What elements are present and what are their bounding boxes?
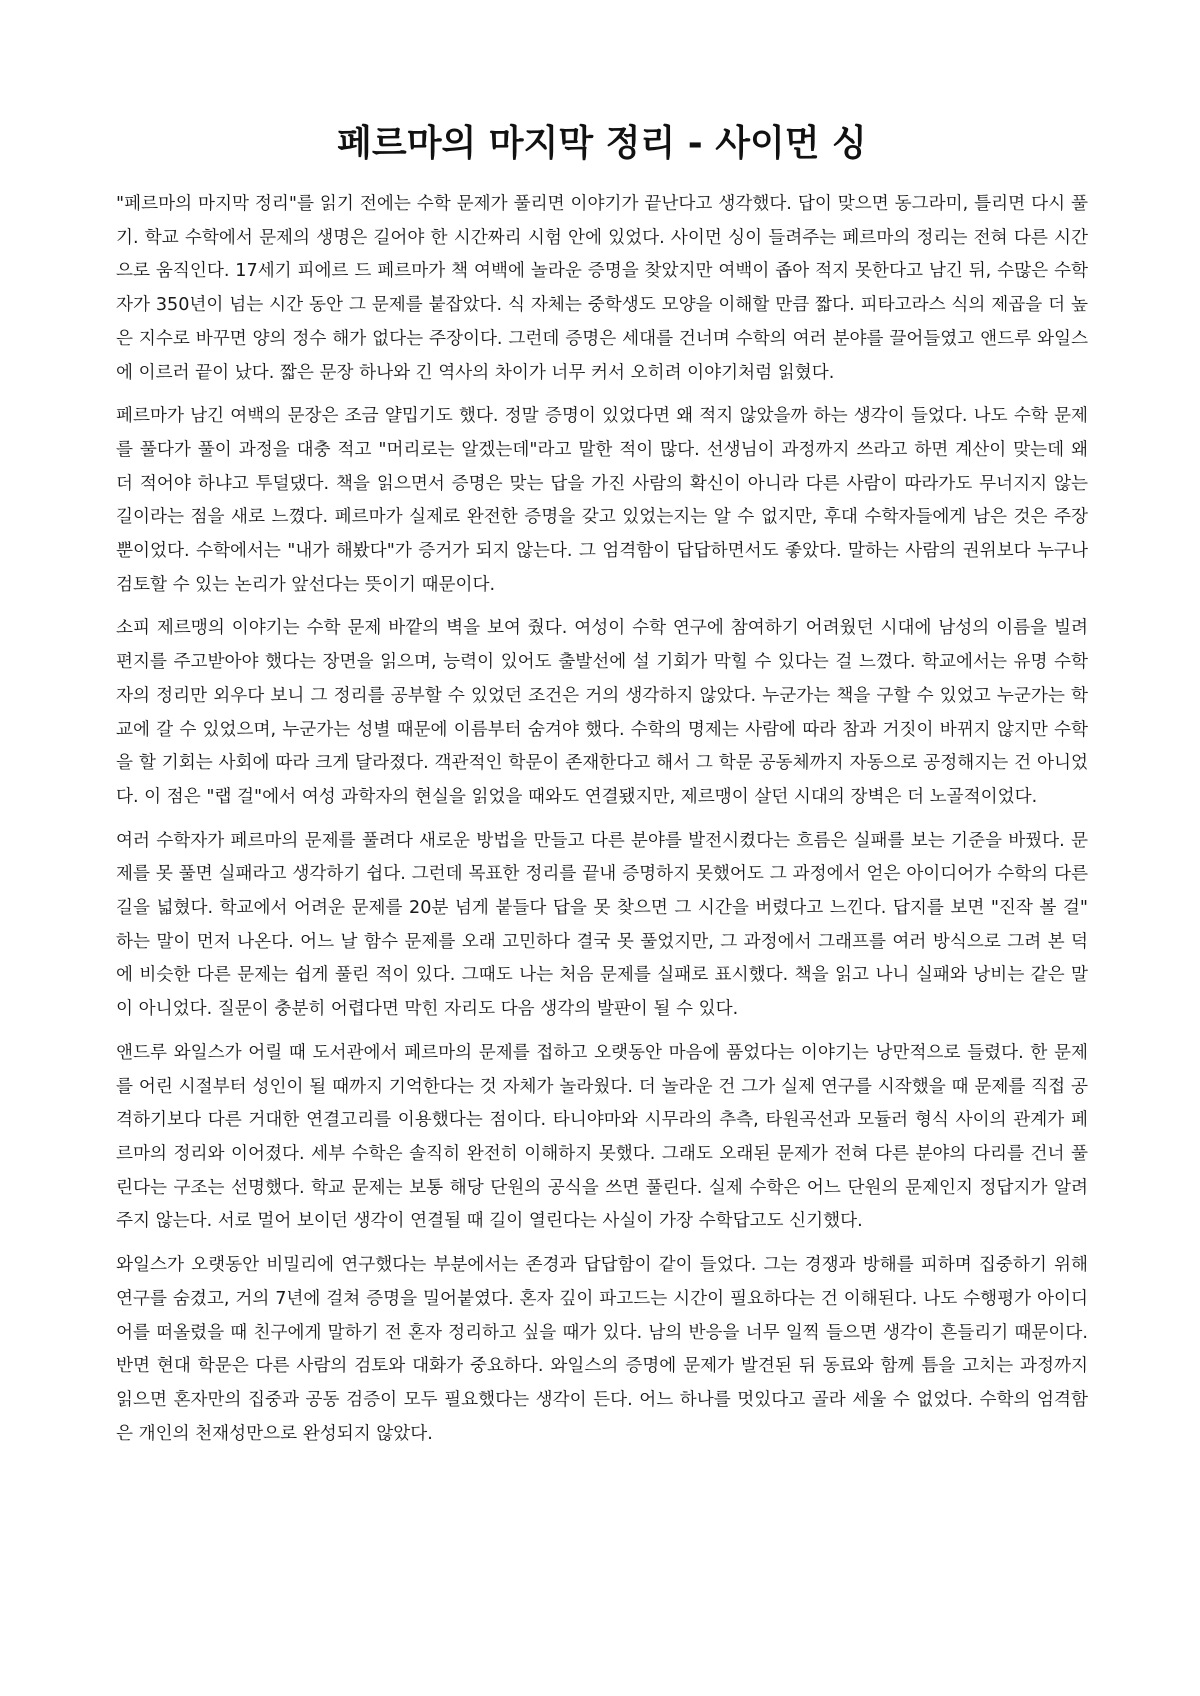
paragraph-2: 페르마가 남긴 여백의 문장은 조금 얄밉기도 했다. 정말 증명이 있었다면 왜 적지 않았을까 하는 생각이 들었다. 나도 수학 문제를 풀다가 풀이 과정을 대충 적고 "머리로는 알겠는데"라고 말한 적이 많다. 선생님이 과정까지 쓰라고 하면 계산이 맞는데 왜 더 적어야 하냐고 투덜댔다. 책을 읽으면서 증명은 맞는 답을 가진 사람의 확신이 아니라 다른 사람이 따라가도 무너지지 않는 길이라는 점을 새로 느꼈다. 페르마가 실제로 완전한 증명을 갖고 있었는지는 알 수 없지만, 후대 수학자들에게 남은 것은 주장뿐이었다. 수학에서는 "내가 해봤다"가 증거가 되지 않는다. 그 엄격함이 답답하면서도 좋았다. 말하는 사람의 권위보다 누구나 검토할 수 있는 논리가 앞선다는 뜻이기 때문이다.: [116, 406, 1088, 595]
paragraph-6: 와일스가 오랫동안 비밀리에 연구했다는 부분에서는 존경과 답답함이 같이 들었다. 그는 경쟁과 방해를 피하며 집중하기 위해 연구를 숨겼고, 거의 7년에 걸쳐 증명을 밀어붙였다. 혼자 깊이 파고드는 시간이 필요하다는 건 이해된다. 나도 수행평가 아이디어를 떠올렸을 때 친구에게 말하기 전 혼자 정리하고 싶을 때가 있다. 남의 반응을 너무 일찍 들으면 생각이 흔들리기 때문이다. 반면 현대 학문은 다른 사람의 검토와 대화가 중요하다. 와일스의 증명에 문제가 발견된 뒤 동료와 함께 틈을 고치는 과정까지 읽으면 혼자만의 집중과 공동 검증이 모두 필요했다는 생각이 든다. 어느 하나를 멋있다고 골라 세울 수 없었다. 수학의 엄격함은 개인의 천재성만으로 완성되지 않았다.: [116, 1255, 1088, 1444]
paragraph-5: 앤드루 와일스가 어릴 때 도서관에서 페르마의 문제를 접하고 오랫동안 마음에 품었다는 이야기는 낭만적으로 들렸다. 한 문제를 어린 시절부터 성인이 될 때까지 기억한다는 것 자체가 놀라웠다. 더 놀라운 건 그가 실제 연구를 시작했을 때 문제를 직접 공격하기보다 다른 거대한 연결고리를 이용했다는 점이다. 타니야마와 시무라의 추측, 타원곡선과 모듈러 형식 사이의 관계가 페르마의 정리와 이어졌다. 세부 수학은 솔직히 완전히 이해하지 못했다. 그래도 오래된 문제가 전혀 다른 분야의 다리를 건너 풀린다는 구조는 선명했다. 학교 문제는 보통 해당 단원의 공식을 쓰면 풀린다. 실제 수학은 어느 단원의 문제인지 정답지가 알려주지 않는다. 서로 멀어 보이던 생각이 연결될 때 길이 열린다는 사실이 가장 수학답고도 신기했다.: [116, 1042, 1088, 1232]
paragraph-1: "페르마의 마지막 정리"를 읽기 전에는 수학 문제가 풀리면 이야기가 끝난다고 생각했다. 답이 맞으면 동그라미, 틀리면 다시 풀기. 학교 수학에서 문제의 생명은 길어야 한 시간짜리 시험 안에 있었다. 사이먼 싱이 들려주는 페르마의 정리는 전혀 다른 시간으로 움직인다. 17세기 피에르 드 페르마가 책 여백에 놀라운 증명을 찾았지만 여백이 좁아 적지 못한다고 남긴 뒤, 수많은 수학자가 350년이 넘는 시간 동안 그 문제를 붙잡았다. 식 자체는 중학생도 모양을 이해할 만큼 짧다. 피타고라스 식의 제곱을 더 높은 지수로 바꾸면 양의 정수 해가 없다는 주장이다. 그런데 증명은 세대를 건너며 수학의 여러 분야를 끌어들였고 앤드루 와일스에 이르러 끝이 났다. 짧은 문장 하나와 긴 역사의 차이가 너무 커서 오히려 이야기처럼 읽혔다.: [116, 194, 1088, 383]
paragraph-3: 소피 제르맹의 이야기는 수학 문제 바깥의 벽을 보여 줬다. 여성이 수학 연구에 참여하기 어려웠던 시대에 남성의 이름을 빌려 편지를 주고받아야 했다는 장면을 읽으며, 능력이 있어도 출발선에 설 기회가 막힐 수 있다는 걸 느꼈다. 학교에서는 유명 수학자의 정리만 외우다 보니 그 정리를 공부할 수 있었던 조건은 거의 생각하지 않았다. 누군가는 책을 구할 수 있었고 누군가는 학교에 갈 수 있었으며, 누군가는 성별 때문에 이름부터 숨겨야 했다. 수학의 명제는 사람에 따라 참과 거짓이 바뀌지 않지만 수학을 할 기회는 사회에 따라 크게 달라졌다. 객관적인 학문이 존재한다고 해서 그 학문 공동체까지 자동으로 공정해지는 건 아니었다. 이 점은 "랩 걸"에서 여성 과학자의 현실을 읽었을 때와도 연결됐지만, 제르맹이 살던 시대의 장벽은 더 노골적이었다.: [116, 618, 1088, 807]
paragraph-4: 여러 수학자가 페르마의 문제를 풀려다 새로운 방법을 만들고 다른 분야를 발전시켰다는 흐름은 실패를 보는 기준을 바꿨다. 문제를 못 풀면 실패라고 생각하기 쉽다. 그런데 목표한 정리를 끝내 증명하지 못했어도 그 과정에서 얻은 아이디어가 수학의 다른 길을 넓혔다. 학교에서 어려운 문제를 20분 넘게 붙들다 답을 못 찾으면 그 시간을 버렸다고 느낀다. 답지를 보면 "진작 볼 걸" 하는 말이 먼저 나온다. 어느 날 함수 문제를 오래 고민하다 결국 못 풀었지만, 그 과정에서 그래프를 여러 방식으로 그려 본 덕에 비슷한 다른 문제는 쉽게 풀린 적이 있다. 그때도 나는 처음 문제를 실패로 표시했다. 책을 읽고 나니 실패와 낭비는 같은 말이 아니었다. 질문이 충분히 어렵다면 막힌 자리도 다음 생각의 발판이 될 수 있다.: [116, 830, 1088, 1020]
document-title: 페르마의 마지막 정리 - 사이먼 싱: [337, 123, 867, 164]
